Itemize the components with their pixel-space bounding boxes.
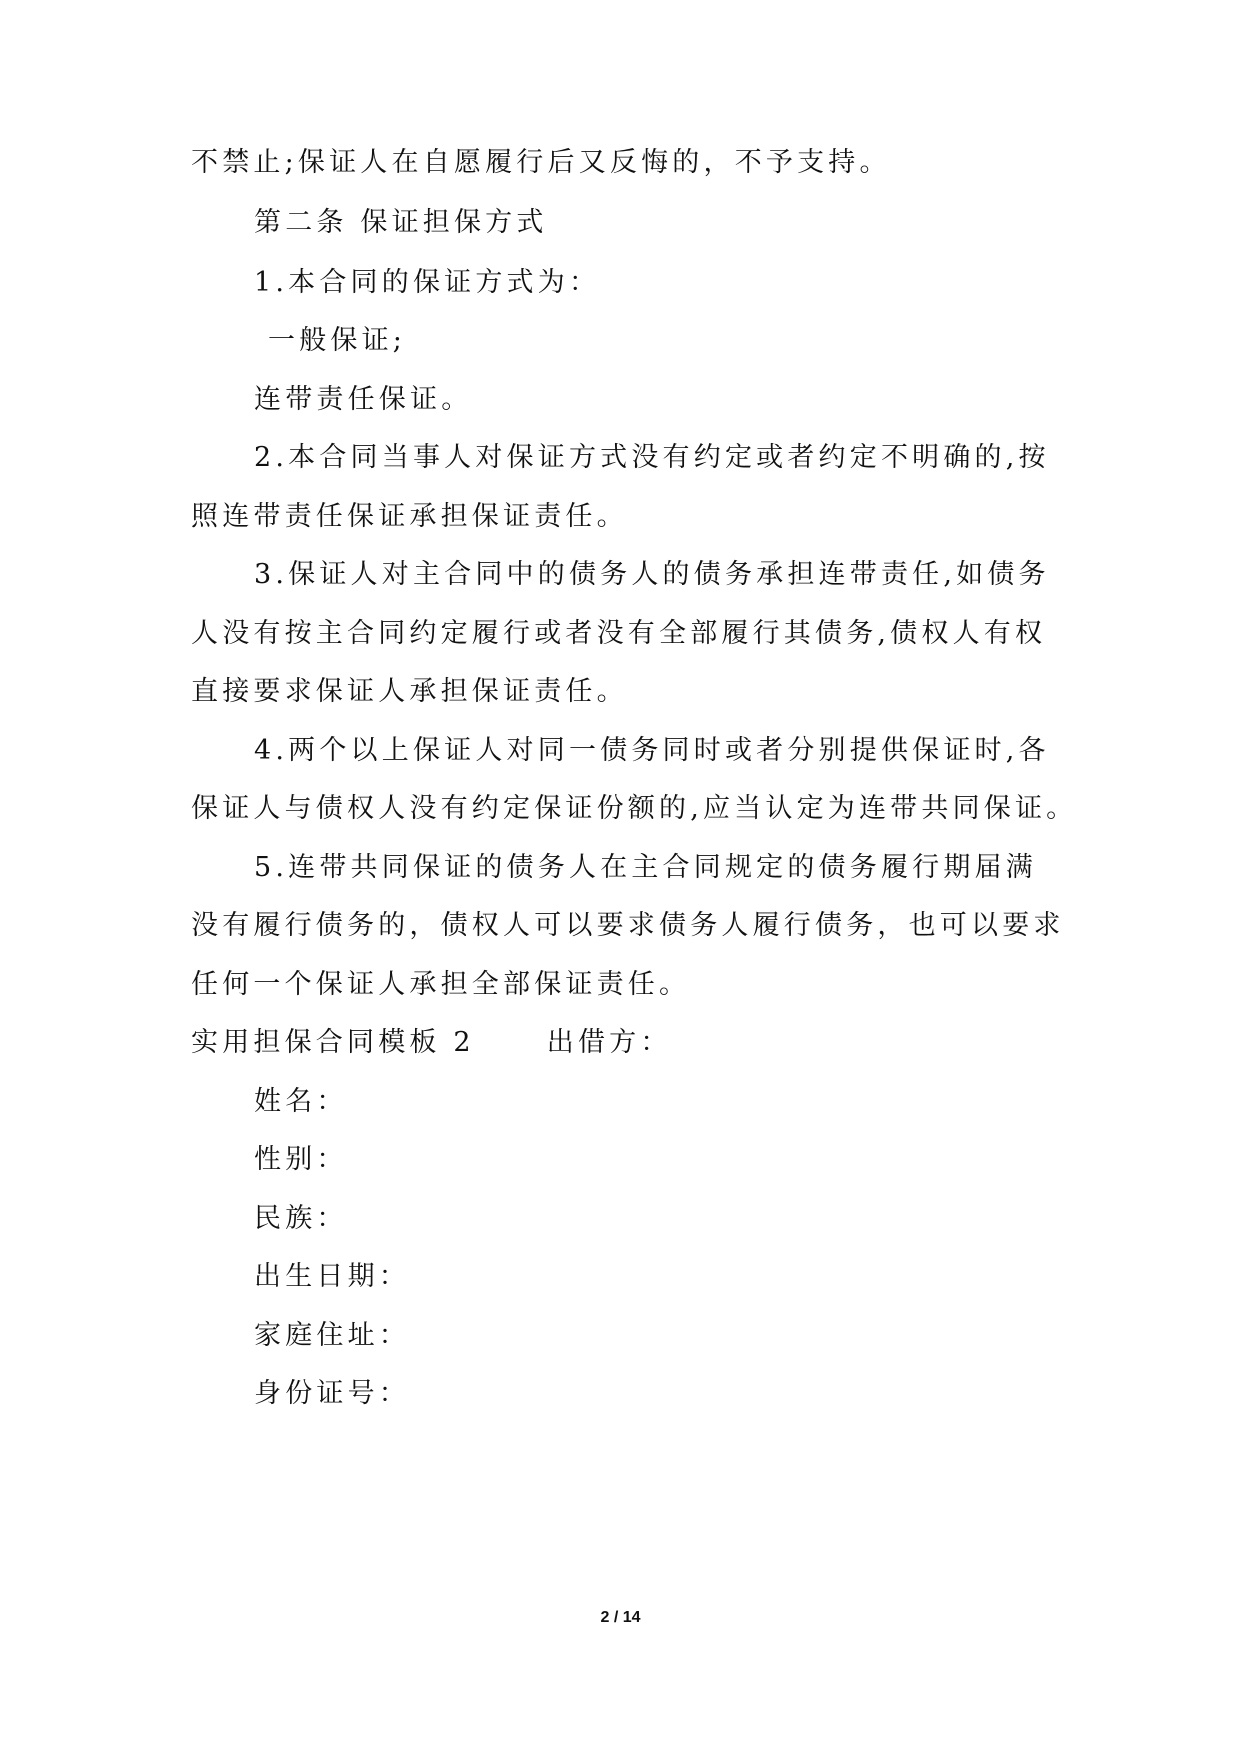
section-title-line xyxy=(191,1026,672,1060)
article-heading: 第二条 保证担保方式 xyxy=(254,207,548,238)
option-joint-guarantee: 连带责任保证。 xyxy=(254,384,473,415)
paragraph-line: 人没有按主合同约定履行或者没有全部履行其债务,债权人有权 xyxy=(191,618,1047,649)
paragraph-line: 直接要求保证人承担保证责任。 xyxy=(191,676,628,707)
paragraph-line: 1.本合同的保证方式为： xyxy=(254,267,601,298)
field-id-number-label: 身份证号： xyxy=(254,1378,410,1409)
paragraph-line: 不禁止;保证人在自愿履行后又反悔的，不予支持。 xyxy=(191,147,891,178)
paragraph-line: 照连带责任保证承担保证责任。 xyxy=(191,501,628,532)
paragraph-line: 5.连带共同保证的债务人在主合同规定的债务履行期届满 xyxy=(254,852,1037,883)
section-title: 实用担保合同模板 2 xyxy=(191,1027,475,1058)
option-general-guarantee: 一般保证; xyxy=(268,325,407,356)
paragraph-line: 4.两个以上保证人对同一债务同时或者分别提供保证时,各 xyxy=(254,735,1050,766)
field-address-label: 家庭住址： xyxy=(254,1320,410,1351)
paragraph-line: 3.保证人对主合同中的债务人的债务承担连带责任,如债务 xyxy=(254,559,1050,590)
paragraph-line: 任何一个保证人承担全部保证责任。 xyxy=(191,969,691,1000)
paragraph-line: 保证人与债权人没有约定保证份额的,应当认定为连带共同保证。 xyxy=(191,793,1078,824)
paragraph-line: 2.本合同当事人对保证方式没有约定或者约定不明确的,按 xyxy=(254,442,1050,473)
section-title-suffix: 出借方： xyxy=(546,1027,672,1058)
field-birthdate-label: 出生日期： xyxy=(254,1261,410,1292)
field-gender-label: 性别： xyxy=(254,1144,348,1175)
page-number: 2 / 14 xyxy=(600,1609,641,1626)
paragraph-line: 没有履行债务的，债权人可以要求债务人履行债务，也可以要求 xyxy=(191,910,1065,941)
field-name-label: 姓名： xyxy=(254,1086,348,1117)
field-ethnicity-label: 民族： xyxy=(254,1203,348,1234)
